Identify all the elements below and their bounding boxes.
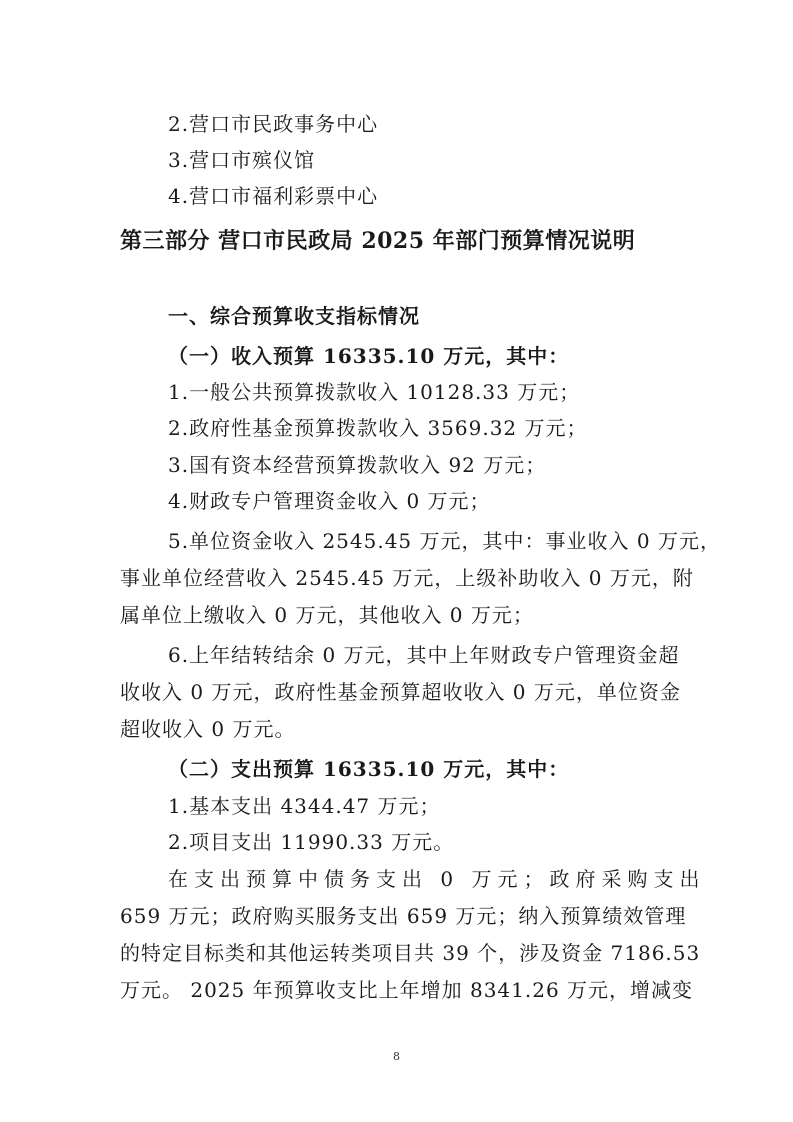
income-item-5-line-2: 事业单位经营收入 2545.45 万元，上级补助收入 0 万元，附 — [120, 566, 694, 590]
section-heading: 一、综合预算收支指标情况 — [168, 304, 420, 328]
expense-paragraph-line-4: 万元。 2025 年预算收支比上年增加 8341.26 万元，增减变 — [120, 978, 694, 1002]
income-heading: （一）收入预算 16335.10 万元，其中： — [168, 344, 570, 368]
income-item-1: 1.一般公共预算拨款收入 10128.33 万元； — [168, 380, 581, 404]
expense-heading: （二）支出预算 16335.10 万元，其中： — [168, 757, 570, 781]
expense-item-1: 1.基本支出 4344.47 万元； — [168, 794, 441, 818]
income-item-5-line-3: 属单位上缴收入 0 万元，其他收入 0 万元； — [120, 603, 534, 627]
expense-paragraph-line-1: 在支出预算中债务支出 0 万元；政府采购支出 — [168, 867, 706, 891]
income-item-3: 3.国有资本经营预算拨款收入 92 万元； — [168, 453, 547, 477]
part-title: 第三部分 营口市民政局 2025 年部门预算情况说明 — [120, 228, 636, 254]
income-item-5-line-1: 5.单位资金收入 2545.45 万元，其中：事业收入 0 万元， — [168, 529, 721, 553]
expense-paragraph-line-3: 的特定目标类和其他运转类项目共 39 个，涉及资金 7186.53 — [120, 941, 701, 965]
expense-paragraph-line-2: 659 万元；政府购买服务支出 659 万元；纳入预算绩效管理 — [120, 904, 687, 928]
page-number: 8 — [393, 1050, 400, 1063]
income-item-6-line-2: 收收入 0 万元，政府性基金预算超收收入 0 万元，单位资金 — [120, 680, 681, 704]
income-item-6-line-3: 超收收入 0 万元。 — [120, 717, 296, 741]
list-item-welfare-lottery-center: 4.营口市福利彩票中心 — [168, 184, 379, 208]
income-item-4: 4.财政专户管理资金收入 0 万元； — [168, 489, 491, 513]
list-item-funeral-home: 3.营口市殡仪馆 — [168, 148, 316, 172]
income-item-6-line-1: 6.上年结转结余 0 万元，其中上年财政专户管理资金超 — [168, 643, 680, 667]
income-item-2: 2.政府性基金预算拨款收入 3569.32 万元； — [168, 416, 588, 440]
list-item-civil-affairs-center: 2.营口市民政事务中心 — [168, 112, 379, 136]
expense-item-2: 2.项目支出 11990.33 万元。 — [168, 830, 455, 854]
